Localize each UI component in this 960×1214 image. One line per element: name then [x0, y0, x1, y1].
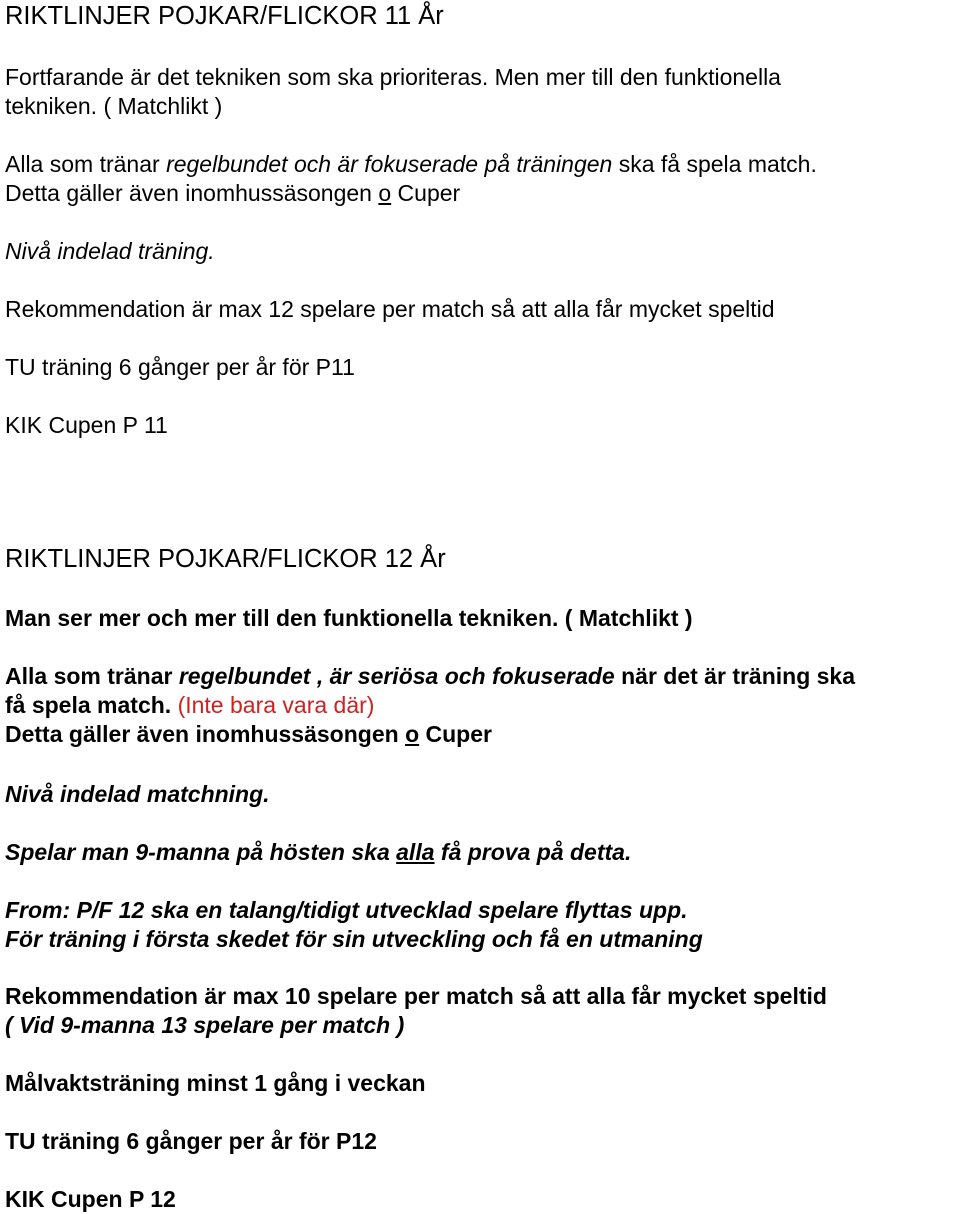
tu-training-12: TU träning 6 gånger per år för P12 [5, 1128, 377, 1154]
text-segment: när det är träning ska [614, 663, 856, 689]
text-segment: Cuper [391, 180, 461, 206]
text-segment: Detta gäller även inomhussäsongen [5, 721, 406, 747]
text-segment: få prova på detta. [434, 839, 632, 865]
para-11-priority-line2: tekniken. ( Matchlikt ) [5, 93, 223, 119]
from-p12-line2: För träning i första skedet för sin utveckling och få en utmaning [5, 926, 703, 952]
rekommendation-11: Rekommendation är max 12 spelare per match så att alla får mycket speltid [5, 296, 775, 322]
underlined-segment: alla [396, 839, 435, 865]
para-11-match-line2 [5, 180, 460, 206]
tu-training-11: TU träning 6 gånger per år för P11 [5, 354, 355, 380]
heading-12: RIKTLINJER POJKAR/FLICKOR 12 År [5, 545, 446, 573]
malvakt-training: Målvaktsträning minst 1 gång i veckan [5, 1070, 426, 1096]
text-segment: Alla som tränar [5, 663, 179, 689]
heading-11: RIKTLINJER POJKAR/FLICKOR 11 År [5, 2, 444, 30]
kik-cup-12: KIK Cupen P 12 [5, 1186, 176, 1212]
red-note: (Inte bara vara där) [177, 692, 375, 718]
from-p12-line1: From: P/F 12 ska en talang/tidigt utvecklad spelare flyttas upp. [5, 897, 688, 923]
vid-9-manna: ( Vid 9-manna 13 spelare per match ) [5, 1012, 405, 1038]
rekommendation-12: Rekommendation är max 10 spelare per match så att alla får mycket speltid [5, 983, 827, 1009]
text-segment: Detta gäller även inomhussäsongen [5, 180, 379, 206]
text-segment: få spela match. [5, 692, 178, 718]
spelar-9-manna [5, 839, 631, 865]
para-12-match-line3 [5, 721, 492, 747]
text-segment: ska få spela match. [612, 151, 817, 177]
italic-segment: , är seriösa och fokuserade [310, 663, 615, 689]
kik-cup-11: KIK Cupen P 11 [5, 412, 168, 438]
para-12-match-line1 [5, 663, 855, 689]
para-11-priority-line1: Fortfarande är det tekniken som ska prioriteras. Men mer till den funktionella [5, 64, 781, 90]
niva-12: Nivå indelad matchning. [5, 781, 270, 807]
italic-segment: regelbundet och är fokuserade på träningen [166, 151, 613, 177]
text-segment: Alla som tränar [5, 151, 167, 177]
underlined-segment: o [378, 180, 392, 206]
para-11-match-line1 [5, 151, 817, 177]
text-segment: Cuper [419, 721, 492, 747]
underlined-segment: o [405, 721, 420, 747]
text-segment: Spelar man 9-manna på hösten ska [5, 839, 397, 865]
para-12-technique: Man ser mer och mer till den funktionella tekniken. ( Matchlikt ) [5, 605, 693, 631]
italic-segment: regelbundet [178, 663, 311, 689]
niva-11: Nivå indelad träning. [5, 238, 215, 264]
para-12-match-line2 [5, 692, 374, 718]
